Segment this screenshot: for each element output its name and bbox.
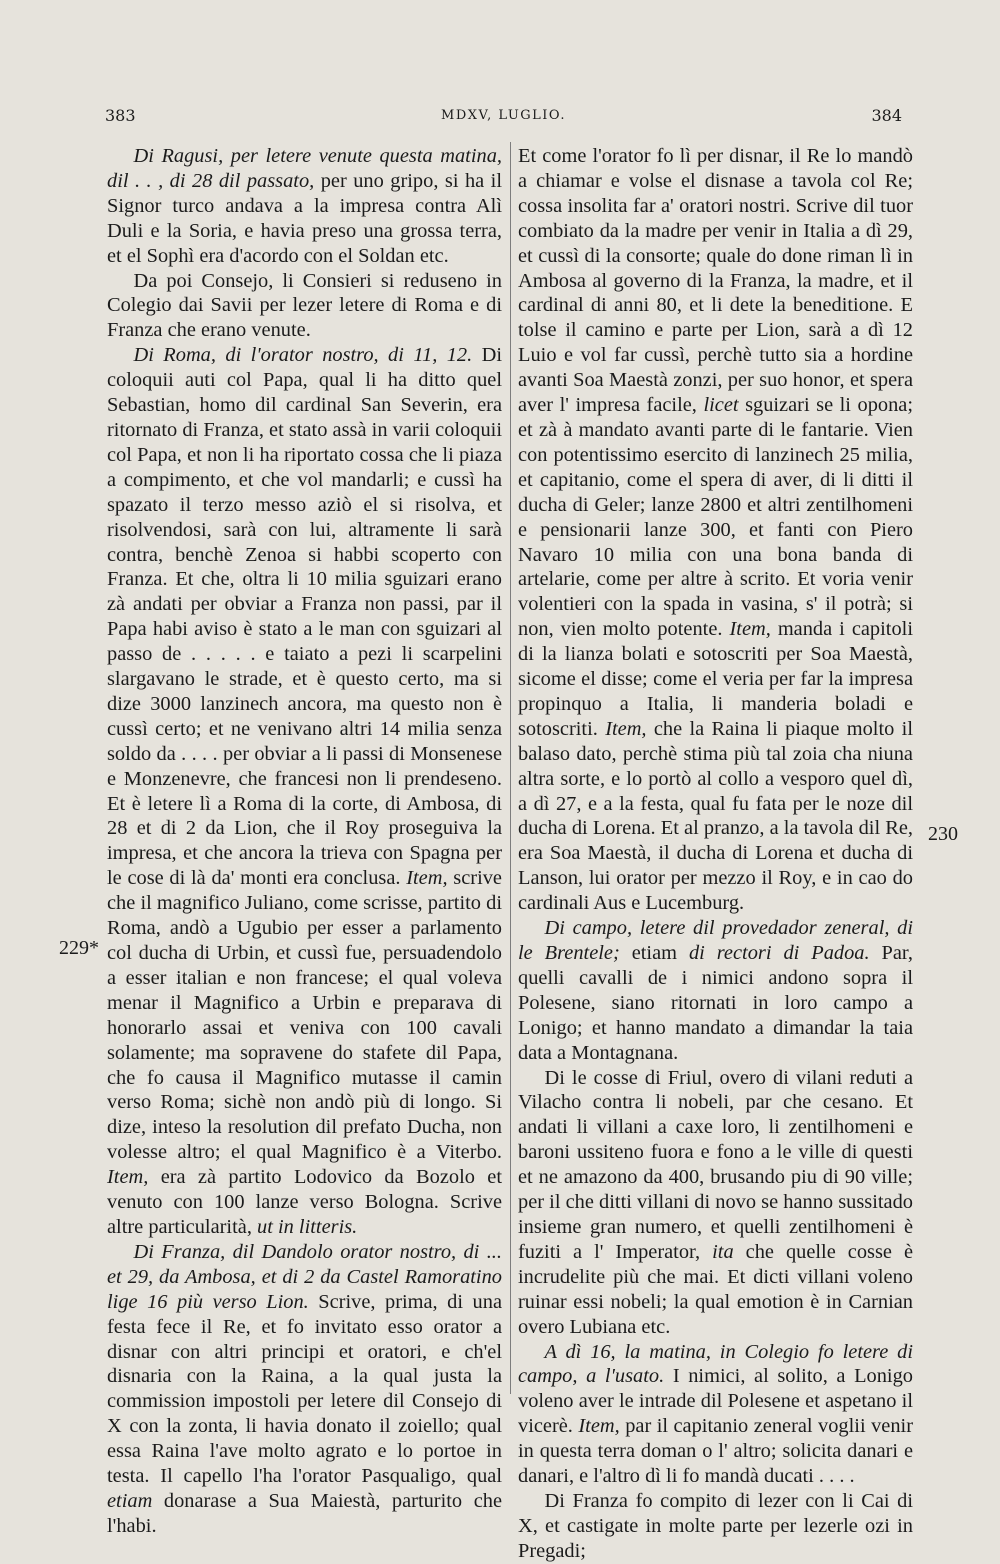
italic-term: etiam [107,1489,153,1512]
paragraph [518,1066,913,1340]
italic-term: ita [712,1240,734,1263]
paragraph [107,1240,502,1539]
italic-heading: A dì 16, la matina, in Colegio fo letere di campo, a l'usato. [518,1340,913,1388]
text-run: donarase a Sua Maiestà, parturito che l'habi. [107,1489,502,1537]
text-run: Di le cosse di Friul, overo di vilani reduti a Vilacho contra li nobeli, par che cesano. Et andati li villani a caxe loro, li zentilhomeni e baroni ussiteno fuora e fono a le ville di questi et ne amazono da 400, brusando piu di 90 ville; per il che ditti villani di novo se hanno sussitado insieme gran numero, et quelli zentilhomeni è fuziti a l' Imperator, [518,1066,913,1263]
text-run: Di coloquii auti col Papa, qual li ha ditto quel Sebastian, homo dil cardinal San Severin, era ritornato di Franza, et stato assà in varii coloquii col Papa, et non li ha riportato cossa che li piaza a compimento, et che vol mandarli; e cussì ha spazato il terzo messo aziò el si risolva, et risolvendosi, sarà con lui, altramente li sarà contra, benchè Zenoa si habbi scoperto con Franza. Et che, oltra li 10 milia sguizari erano zà andati per obviar a Franza non passi, par il Papa habi aviso è stato a le man con sguizari al passo de . . . . . e taiato a pezi li scarpelini slargavano le strade, et è questo certo, ma si dize 3000 lanzinech ancora, ma questo non è cussì certo; et ne venivano altri 14 milia senza soldo da . . . . per obviar a li passi di Monsenese e Monzenevre, che francesi non li prendeseno. Et è letere lì a Roma di la corte, di Ambosa, di 28 et di 2 da Lion, che il Roy proseguiva la impresa, et che ancora la trieva con Spagna per le cose di là da' monti era conclusa. [107,344,502,890]
italic-heading: Di Ragusi, per letere venute questa matina, dil . . , di 28 dil passato, [107,145,502,192]
text-run: par il capitanio zeneral voglii venir in questa terra doman o l' altro; solicita danari e danari, e l'altro dì li fo mandà ducati . . . . [518,1415,913,1488]
italic-term: Item, [578,1415,620,1438]
italic-term: Item, [107,1166,149,1189]
page-number-left: 383 [105,106,136,125]
right-column [518,144,913,1564]
running-title: MDXV, LUGLIO. [441,108,566,123]
page-header [105,106,902,130]
column-divider [510,142,511,1394]
text-run: scrive che il magnifico Juliano, come scrisse, partito di Roma, andò a Ugubio per esser a parlamento col ducha di Urbin, et cussì fue, persuadendolo a esser italian e non francese; el qual voleva menar il Magnifico a Urbin e preparava di honorarlo assai et veniva con 100 cavali solamente; ma sopravene do stafete dil Papa, che fo causa il Magnifico mutasse il camin verso Roma; sichè non andò più di longo. Si dize, inteso la resolution dil prefato Ducha, non volesse altro; el qual Magnifico è a Viterbo. [107,867,502,1164]
margin-reference-right: 230 [928,823,958,845]
italic-term: Item, [406,867,448,890]
italic-term: ut in litteris. [257,1215,358,1238]
italic-heading: Di campo, letere dil provedador zeneral, di le Brentele; [518,917,913,964]
text-run: Et come l'orator fo lì per disnar, il Re lo mandò a chiamar e volse el disnase a tavola col Re; cossa insolita far a' oratori nostri. Scrive dil tuor combiato da la madre per venir in Italia a dì 29, et cussì di la consorte; quale do done riman lì in Ambosa al governo di la Franza, la madre, et il cardinal di anni 80, et li dete la beneditione. E tolse il camino e parte per Lion, sarà a dì 12 Luio e vol far cussì, perchè tutto sia a hordine avanti Soa Maestà zonzi, per suo honor, et spera aver l' impresa facile, [518,145,913,417]
text-run: era zà partito Lodovico da Bozolo et venuto con 100 lanze verso Bologna. Scrive altre particularità, [107,1166,502,1238]
margin-reference-left: 229* [59,937,99,959]
text-run: per uno gripo, si ha il Signor turco andava a la impresa contra Alì Duli e la Soria, e havia preso una grossa terra, et el Sophì era d'acordo con el Soldan etc. [107,169,502,267]
text-run: etiam [619,942,689,964]
page-number-right: 384 [871,106,902,125]
paragraph: Da poi Consejo, li Consieri si reduseno in Colegio dai Savii per lezer letere di Roma e di Franza che erano venute. [107,269,502,342]
italic-term: licet [703,394,739,417]
paragraph [518,916,913,1065]
paragraph [107,144,502,269]
paragraph-continued [518,144,913,916]
italic-heading: Di Roma, di l'orator nostro, di 11, 12. [133,344,473,367]
paragraph: Di Franza fo compito di lezer con li Cai di X, et castigate in molte parte per lezerle ozi in Pregadi; [518,1489,913,1562]
left-column [107,144,502,1539]
italic-term: Item, [729,618,771,641]
text-run: che quelle cosse è incrudelite più che mai. Et dicti villani voleno ruinar essi nobeli; la qual emotion è in Carnian overo Lubiana etc. [518,1240,913,1338]
paragraph [107,343,502,1240]
text-run: I nimici, al solito, a Lonigo voleno aver le intrade dil Polesene et aspetano il vicerè. [518,1365,913,1438]
italic-heading: Di Franza, dil Dandolo orator nostro, di ... et 29, da Ambosa, et di 2 da Castel Ramoratino lige 16 più verso Lion. [107,1240,502,1313]
italic-term: Item, [605,717,647,740]
text-run: sguizari se li opona; et zà à mandato avanti parte di le fantarie. Vien con potentissimo esercito di lanzinech 25 milia, et capitanio, come el spera di aver, di li ditti il ducha di Geler; lanze 2800 et altri zentilhomeni e pensionarii lanze 300, et fanti con Piero Navaro 10 milia con una bona banda di artelarie, come per altre à scrito. Et voria venir volentieri con la spada in vasina, s' il potrà; si non, vien molto potente. [518,394,913,641]
text-run: Scrive, prima, di una festa fece il Re, et fo invitato esso orator a disnar con altri principi et oratori, e ch'el disnaria con la Raina, a la qual justa la commission impostoli per letere dil Consejo di X con la zonta, li havia donato il zoiello; qual essa Raina l'ave molto agrato e lo portoe in testa. Il capello l'ha l'orator Pasqualigo, qual [107,1290,502,1488]
text-run: manda i capitoli di la lianza bolati e sotoscriti per Soa Maestà, sicome el disse; come el veria per far la impresa propinquo a Italia, li manderia boladi e sotoscriti. [518,618,913,740]
paragraph [518,1340,913,1489]
italic-heading: di rectori di Padoa. [688,942,870,964]
text-run: che la Raina li piaque molto il balaso dato, perchè stima più tal zoia cha niuna altra sorte, e lo portò al collo a vesporo quel dì, a dì 27, e a la festa, qual fu fata per le noze dil ducha di Lorena. Et al pranzo, a la tavola dil Re, era Soa Maestà, il ducha di Lorena et ducha di Lanson, lui orator per mezzo il Roy, e in cao do cardinali Aus e Lucemburg. [518,717,913,915]
text-run: Par, quelli cavalli de i nimici andono sopra il Polesene, siano ritornati in loro campo a Lonigo; et hanno mandato a dimandar la taia data a Montagnana. [518,942,913,1064]
